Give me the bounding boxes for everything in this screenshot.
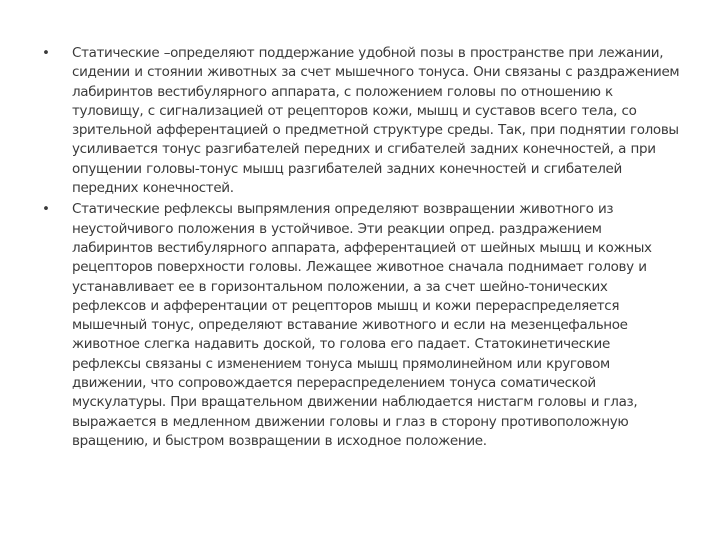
bullet-item-righting-reflexes <box>42 200 682 451</box>
bullet-list <box>42 44 682 451</box>
bullet-point-icon: • <box>42 45 50 61</box>
bullet-point-icon: • <box>42 201 50 218</box>
bullet-text-righting-reflexes: Статические рефлексы выпрямления определяют возвращении животного из неустойчивого положения в устойчивое. Эти реакции опред. раздражением лабиринтов вестибулярного аппарата, афферентацией от шейных мышц и кожных рецепторов поверхности головы. Лежащее животное сначала поднимает голову и устанавливает ее в горизонтальном положении, а за счет шейно-тонических рефлексов и афферентации от рецепторов мышц и кожи перераспределяется мышечный тонус, определяют вставание животного и если на мезенцефальное животное слегка надавить доской, то голова его падает. Статокинетические рефлексы связаны с изменением тонуса мышц прямолинейном или круговом движении, что сопровождается перераспределением тонуса соматической мускулатуры. При вращательном движении наблюдается нистагм головы и глаз, выражается в медленном движении головы и глаз в сторону противоположную вращению, и быстром возвращении в исходное положение. <box>72 201 652 449</box>
bullet-text-static-reflexes: Статические –определяют поддержание удобной позы в пространстве при лежании, сидении и стоянии животных за счет мышечного тонуса. Они связаны с раздражением лабиринтов вестибулярного аппарата, с положением головы по отношению к туловищу, с сигнализацией от рецепторов кожи, мышц и суставов всего тела, со зрительной афферентацией о предметной структуре среды. Так, при поднятии головы усиливается тонус разгибателей передних и сгибателей задних конечностей, а при опущении головы-тонус мышц разгибателей задних конечностей и сгибателей передних конечностей. <box>72 45 680 197</box>
bullet-item-static-reflexes <box>42 44 682 198</box>
